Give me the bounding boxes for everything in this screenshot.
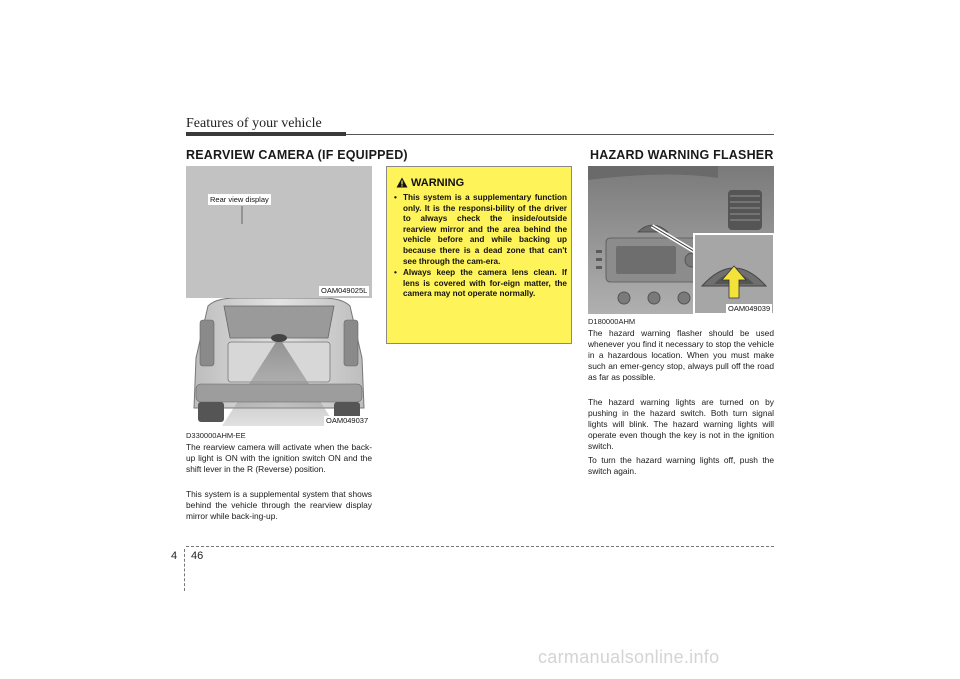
header-bar bbox=[186, 132, 346, 136]
figure-code-oam049039: OAM049039 bbox=[728, 304, 771, 313]
figure-code-oam049025l: OAM049025L bbox=[321, 286, 368, 295]
rear-view-display-label: Rear view display bbox=[210, 195, 269, 204]
dashboard-hazard-illustration bbox=[588, 166, 774, 314]
hazard-flasher-paragraph-1: The hazard warning flasher should be used whenever you find it necessary to stop the vehicle in a hazardous location. When you must make such an emer-gency stop, always pull off the road as far as possible. bbox=[588, 328, 774, 382]
rear-view-display-figure bbox=[186, 166, 372, 298]
warning-title: WARNING bbox=[411, 177, 465, 189]
rearview-camera-paragraph-1: The rearview camera will activate when the back-up light is ON with the ignition switch ON and the shift lever in the R (Reverse) position. bbox=[186, 442, 372, 474]
hazard-flasher-doc-code: D180000AHM bbox=[588, 317, 636, 326]
rearview-camera-title: REARVIEW CAMERA (IF EQUIPPED) bbox=[186, 148, 408, 162]
rearview-camera-paragraph-2: This system is a supplemental system that shows behind the vehicle through the rearview display mirror while back-ing-up. bbox=[186, 489, 372, 521]
warning-list bbox=[393, 193, 567, 301]
watermark: carmanualsonline.info bbox=[538, 647, 720, 667]
vehicle-rear-illustration bbox=[186, 298, 372, 426]
mirror-display-illustration bbox=[186, 166, 372, 298]
vehicle-rear-figure bbox=[186, 298, 372, 426]
warning-item: • This system is a supplementary function only. It is the responsi-bility of the driver to always check the inside/outside rearview mirror and the area behind the vehicle before and while backing up because there is a dead zone that can't see through the cam-era. bbox=[393, 193, 567, 267]
hazard-switch-figure bbox=[588, 166, 774, 314]
footer-rule bbox=[186, 546, 774, 547]
warning-triangle-icon bbox=[396, 177, 408, 188]
warning-box bbox=[386, 166, 572, 344]
header-rule bbox=[346, 134, 774, 135]
rearview-camera-doc-code: D330000AHM-EE bbox=[186, 431, 246, 440]
hazard-flasher-paragraph-2: The hazard warning lights are turned on by pushing in the hazard switch. Both turn signal lights will blink. The hazard warning lights will operate even though the key is not in the ignition switch. bbox=[588, 397, 774, 451]
hazard-flasher-paragraph-3: To turn the hazard warning lights off, push the switch again. bbox=[588, 455, 774, 476]
running-title: Features of your vehicle bbox=[186, 116, 322, 131]
chapter-number: 4 bbox=[171, 550, 178, 562]
hazard-flasher-title: HAZARD WARNING FLASHER bbox=[590, 148, 774, 162]
page-number: 46 bbox=[191, 550, 204, 562]
footer-divider bbox=[184, 549, 185, 591]
figure-code-oam049037: OAM049037 bbox=[326, 416, 369, 425]
warning-item: • Always keep the camera lens clean. If lens is covered with for-eign matter, the camera may not operate normally. bbox=[393, 268, 567, 300]
